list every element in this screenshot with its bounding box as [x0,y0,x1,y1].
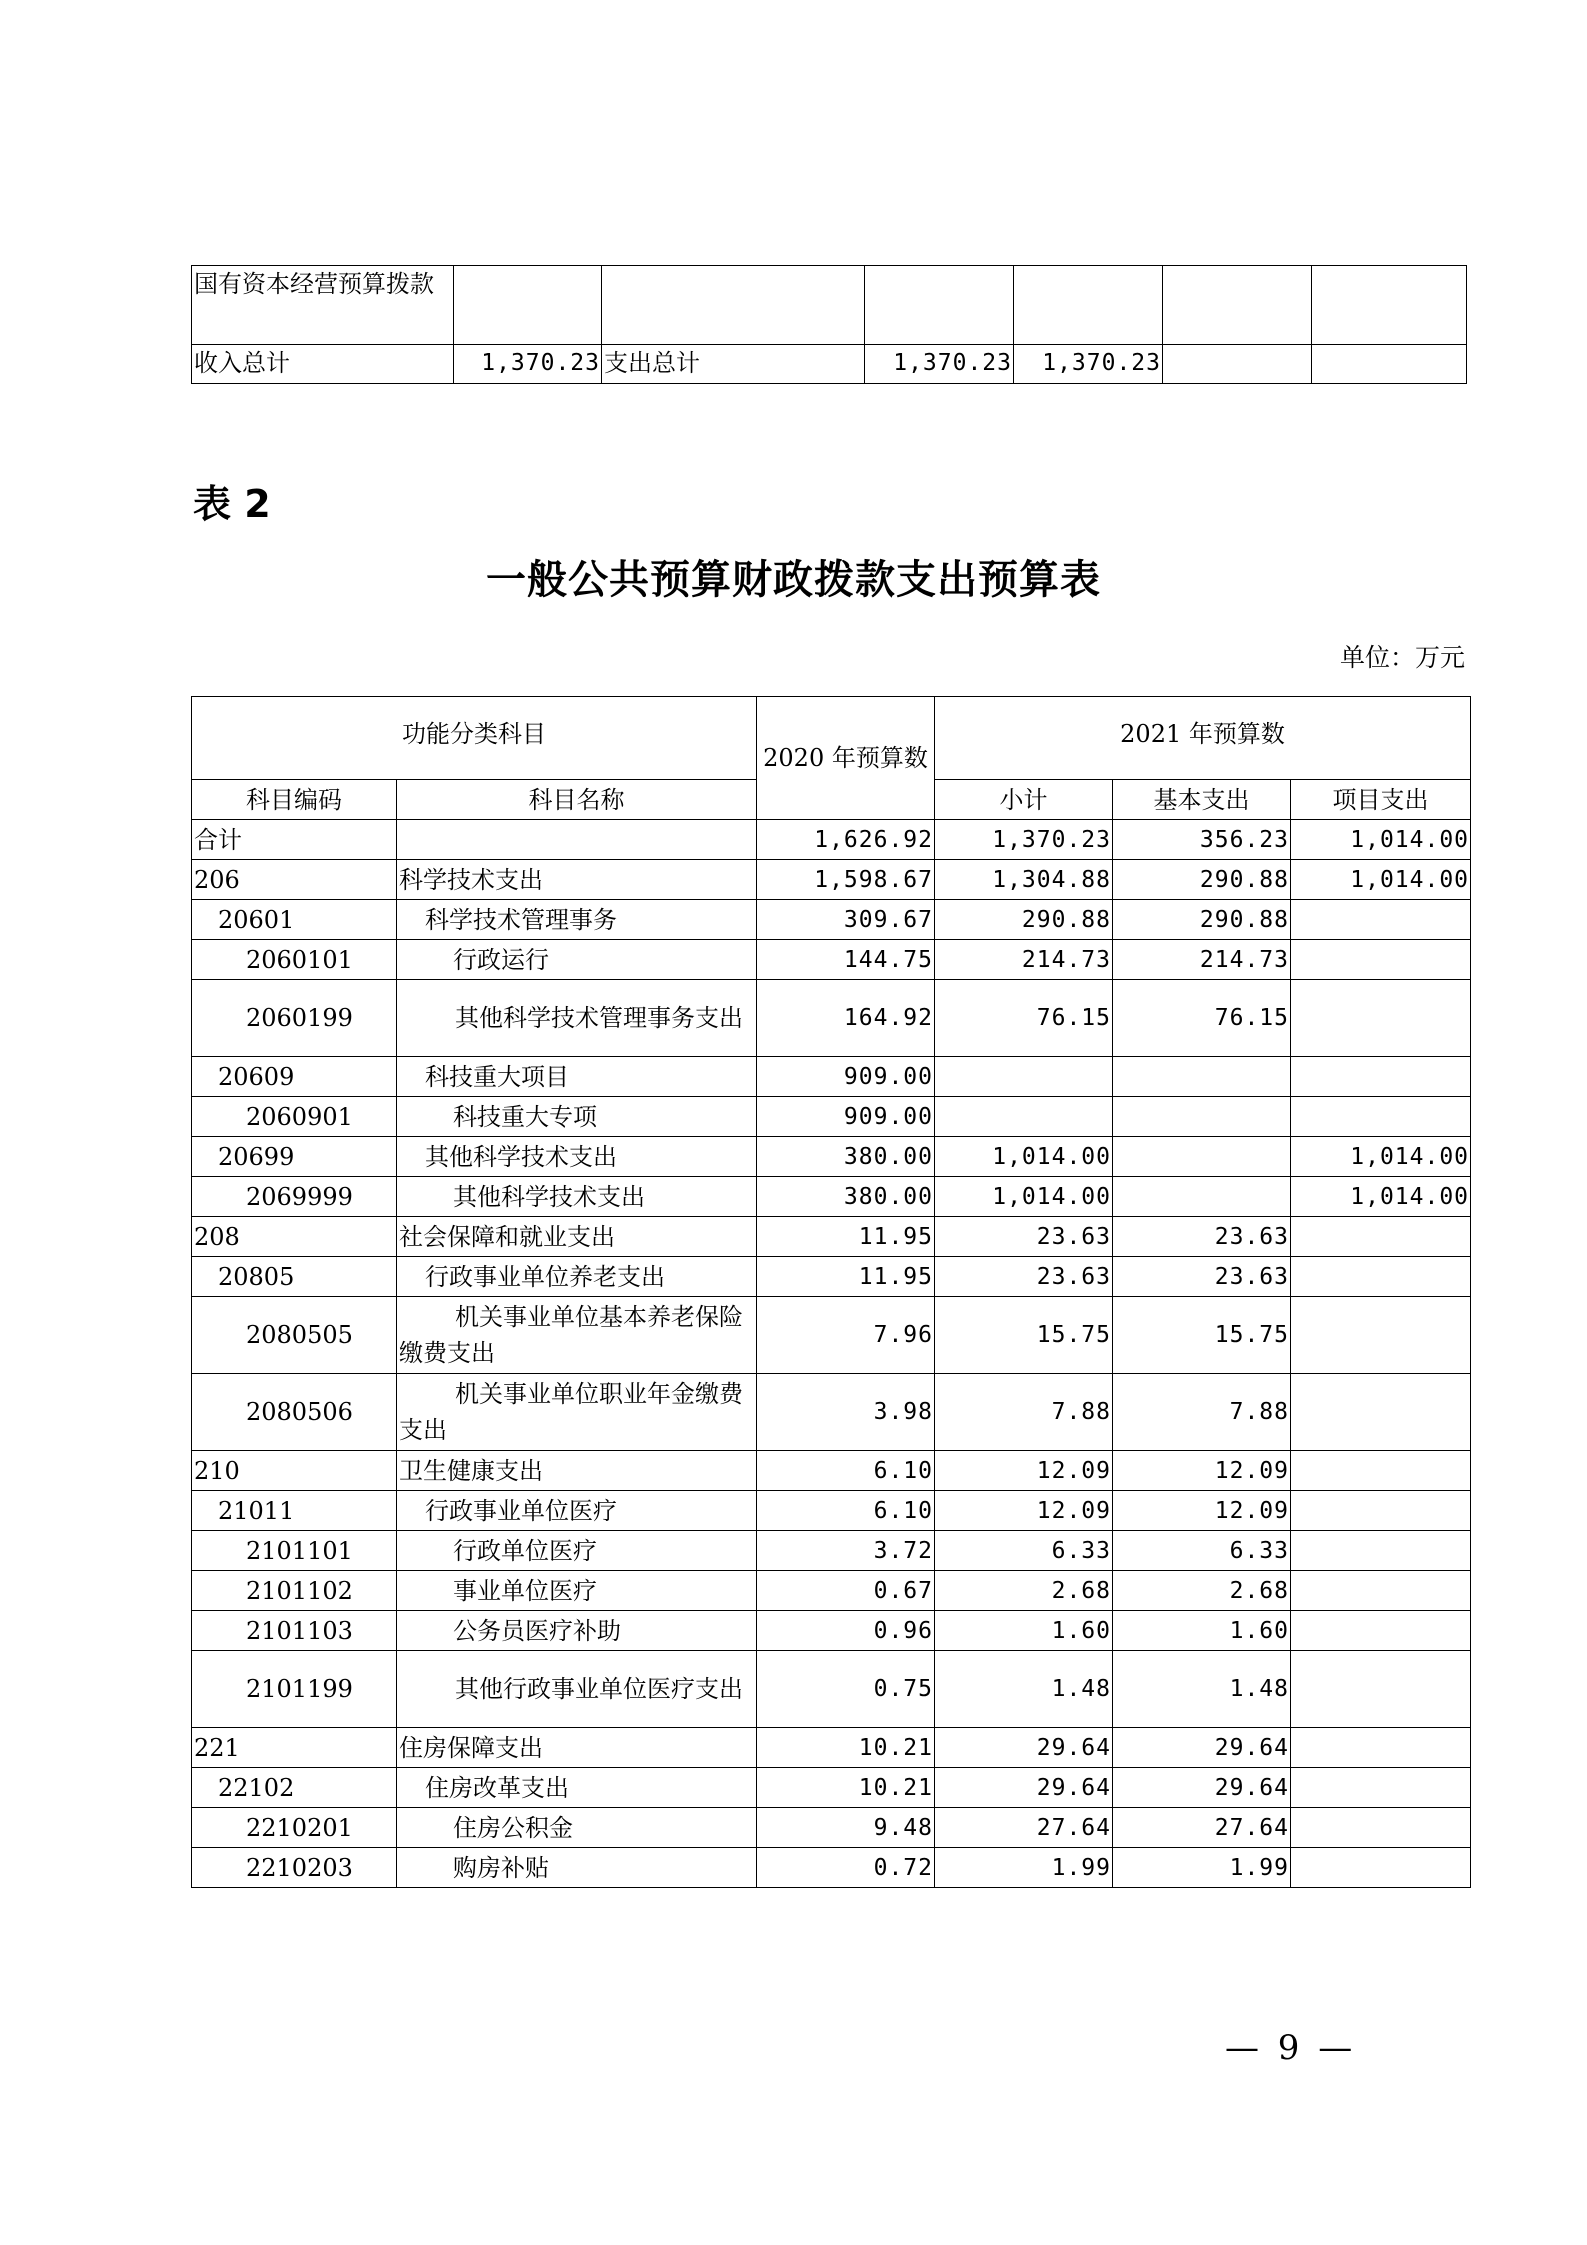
cell-subtotal [935,1097,1113,1137]
cell-subtotal: 7.88 [935,1374,1113,1451]
cell-y2020: 909.00 [757,1057,935,1097]
cell-subtotal: 1.48 [935,1651,1113,1728]
cell-y2020: 11.95 [757,1217,935,1257]
cell-y2020: 6.10 [757,1491,935,1531]
cell-code: 20609 [192,1057,397,1097]
cell-name: 其他科学技术支出 [397,1137,757,1177]
page-title: 一般公共预算财政拨款支出预算表 [486,557,1101,603]
cell-subtotal: 1.99 [935,1848,1113,1888]
cell-name: 行政单位医疗 [397,1531,757,1571]
cell-y2020: 10.21 [757,1768,935,1808]
page-number: — 9 — [1225,2028,1357,2068]
cell-basic: 7.88 [1113,1374,1291,1451]
table-row [192,1177,1471,1217]
cell-y2020: 7.96 [757,1297,935,1374]
cell-name: 其他科学技术支出 [397,1177,757,1217]
cell-project [1291,1374,1471,1451]
cell-project [1291,1097,1471,1137]
cell-name [397,820,757,860]
cell-subtotal: 29.64 [935,1728,1113,1768]
cell-code: 2060199 [192,980,397,1057]
cell-basic: 1.48 [1113,1651,1291,1728]
cell-basic: 290.88 [1113,860,1291,900]
cell-y2020: 1,598.67 [757,860,935,900]
cell-basic: 27.64 [1113,1808,1291,1848]
cell-y2020: 380.00 [757,1137,935,1177]
cell-income-total: 1,370.23 [454,345,602,384]
cell-project [1291,1808,1471,1848]
cell-code: 22102 [192,1768,397,1808]
cell-subtotal: 290.88 [935,900,1113,940]
cell-project [1291,1768,1471,1808]
cell-subtotal: 76.15 [935,980,1113,1057]
cell-subtotal: 2.68 [935,1571,1113,1611]
cell-name: 住房保障支出 [397,1728,757,1768]
cell-project [1291,1451,1471,1491]
cell-subtotal: 27.64 [935,1808,1113,1848]
cell-project: 1,014.00 [1291,1137,1471,1177]
cell-basic: 29.64 [1113,1768,1291,1808]
cell-basic: 356.23 [1113,820,1291,860]
table-row [192,1611,1471,1651]
cell-subtotal: 12.09 [935,1491,1113,1531]
cell-code: 2101103 [192,1611,397,1651]
cell-subtotal [935,1057,1113,1097]
cell-code: 206 [192,860,397,900]
table-row [192,1651,1471,1728]
table-row [192,1297,1471,1374]
cell-project [1291,1297,1471,1374]
table-row [192,1137,1471,1177]
table-row [192,1097,1471,1137]
cell-basic: 23.63 [1113,1217,1291,1257]
table-row [192,1451,1471,1491]
cell-basic: 214.73 [1113,940,1291,980]
cell-code: 20805 [192,1257,397,1297]
cell-subtotal: 6.33 [935,1531,1113,1571]
header-functional: 功能分类科目 [192,697,757,780]
cell-y2020: 0.67 [757,1571,935,1611]
cell-code: 2060101 [192,940,397,980]
cell-y2020: 1,626.92 [757,820,935,860]
cell-code: 210 [192,1451,397,1491]
cell-name: 机关事业单位基本养老保险缴费支出 [397,1297,757,1374]
cell-project [1291,1057,1471,1097]
cell-project [1291,1611,1471,1651]
cell-name: 事业单位医疗 [397,1571,757,1611]
cell-code: 2080506 [192,1374,397,1451]
cell-code: 2101101 [192,1531,397,1571]
cell-name: 行政运行 [397,940,757,980]
cell-y2020: 3.98 [757,1374,935,1451]
cell-code: 2101199 [192,1651,397,1728]
cell-y2020: 0.75 [757,1651,935,1728]
cell-name: 其他行政事业单位医疗支出 [397,1651,757,1728]
cell-exp-label: 支出总计 [602,345,865,384]
cell-code: 2101102 [192,1571,397,1611]
header-row [192,697,1471,780]
cell-code: 20699 [192,1137,397,1177]
cell-name: 机关事业单位职业年金缴费支出 [397,1374,757,1451]
table-row [192,1057,1471,1097]
cell-project: 1,014.00 [1291,860,1471,900]
header-project: 项目支出 [1291,780,1471,820]
cell-y2020: 3.72 [757,1531,935,1571]
table-1-continuation [191,265,1467,384]
budget-table [191,696,1471,1888]
table-row [192,860,1471,900]
cell-y2020: 6.10 [757,1451,935,1491]
header-subtotal: 小计 [935,780,1113,820]
cell-name: 住房改革支出 [397,1768,757,1808]
cell-code: 2069999 [192,1177,397,1217]
table-row [192,1848,1471,1888]
cell-subtotal: 1,304.88 [935,860,1113,900]
cell-code: 2210203 [192,1848,397,1888]
cell-y2020: 380.00 [757,1177,935,1217]
cell-y2020: 9.48 [757,1808,935,1848]
cell-value: 1,370.23 [865,345,1014,384]
cell-code: 208 [192,1217,397,1257]
cell-code: 合计 [192,820,397,860]
cell-name: 行政事业单位医疗 [397,1491,757,1531]
cell-y2020: 0.96 [757,1611,935,1651]
cell-name: 科技重大项目 [397,1057,757,1097]
cell-project [1291,1217,1471,1257]
cell-project [1291,1491,1471,1531]
cell-code: 21011 [192,1491,397,1531]
cell-project [1291,980,1471,1057]
cell-subtotal: 1,370.23 [935,820,1113,860]
cell-label: 收入总计 [192,345,454,384]
cell-subtotal: 23.63 [935,1257,1113,1297]
cell-name: 购房补贴 [397,1848,757,1888]
cell-name: 行政事业单位养老支出 [397,1257,757,1297]
header-name: 科目名称 [397,780,757,820]
table-row [192,1257,1471,1297]
cell-project [1291,1571,1471,1611]
cell-code: 221 [192,1728,397,1768]
cell-project [1291,1531,1471,1571]
cell-project [1291,1651,1471,1728]
cell-project [1291,940,1471,980]
table-row [192,940,1471,980]
cell-name: 科技重大专项 [397,1097,757,1137]
cell-project [1291,1728,1471,1768]
cell-y2020: 909.00 [757,1097,935,1137]
cell-basic [1113,1097,1291,1137]
cell-subtotal: 12.09 [935,1451,1113,1491]
table-row [192,1728,1471,1768]
cell-basic: 1.60 [1113,1611,1291,1651]
cell-basic [1113,1137,1291,1177]
cell-code: 2080505 [192,1297,397,1374]
cell-basic [1113,1177,1291,1217]
table-row [192,1491,1471,1531]
cell-basic: 2.68 [1113,1571,1291,1611]
cell-subtotal: 214.73 [935,940,1113,980]
cell-y2020: 0.72 [757,1848,935,1888]
cell-basic: 15.75 [1113,1297,1291,1374]
table-row [192,980,1471,1057]
cell-subtotal: 29.64 [935,1768,1113,1808]
cell-label: 国有资本经营预算拨款 [192,266,454,345]
cell-subtotal: 1.60 [935,1611,1113,1651]
table-row [192,345,1467,384]
cell-project: 1,014.00 [1291,820,1471,860]
cell-value: 1,370.23 [1014,345,1163,384]
table-row [192,900,1471,940]
table-row [192,266,1467,345]
table-body [192,820,1471,1888]
cell-basic: 29.64 [1113,1728,1291,1768]
cell-subtotal: 1,014.00 [935,1177,1113,1217]
header-basic: 基本支出 [1113,780,1291,820]
cell-basic [1113,1057,1291,1097]
table-row [192,1768,1471,1808]
table-row [192,1808,1471,1848]
table-row [192,1374,1471,1451]
cell-code: 20601 [192,900,397,940]
cell-subtotal: 23.63 [935,1217,1113,1257]
cell-project [1291,1848,1471,1888]
cell-project: 1,014.00 [1291,1177,1471,1217]
header-code: 科目编码 [192,780,397,820]
cell-y2020: 309.67 [757,900,935,940]
unit-label: 单位：万元 [1339,643,1465,672]
cell-name: 其他科学技术管理事务支出 [397,980,757,1057]
table-row [192,1531,1471,1571]
header-2020: 2020 年预算数 [757,697,935,820]
table-row [192,820,1471,860]
cell-basic: 76.15 [1113,980,1291,1057]
table-row [192,1571,1471,1611]
cell-y2020: 164.92 [757,980,935,1057]
cell-basic: 6.33 [1113,1531,1291,1571]
cell-project [1291,900,1471,940]
cell-code: 2210201 [192,1808,397,1848]
cell-basic: 1.99 [1113,1848,1291,1888]
cell-y2020: 144.75 [757,940,935,980]
cell-subtotal: 15.75 [935,1297,1113,1374]
cell-basic: 12.09 [1113,1451,1291,1491]
cell-name: 住房公积金 [397,1808,757,1848]
cell-name: 社会保障和就业支出 [397,1217,757,1257]
cell-y2020: 11.95 [757,1257,935,1297]
cell-name: 卫生健康支出 [397,1451,757,1491]
cell-name: 科学技术支出 [397,860,757,900]
cell-basic: 23.63 [1113,1257,1291,1297]
cell-basic: 290.88 [1113,900,1291,940]
cell-basic: 12.09 [1113,1491,1291,1531]
cell-y2020: 10.21 [757,1728,935,1768]
cell-subtotal: 1,014.00 [935,1137,1113,1177]
cell-code: 2060901 [192,1097,397,1137]
table-label: 表 2 [193,482,271,526]
table-row [192,1217,1471,1257]
cell-project [1291,1257,1471,1297]
cell-name: 公务员医疗补助 [397,1611,757,1651]
cell-name: 科学技术管理事务 [397,900,757,940]
header-2021: 2021 年预算数 [935,697,1471,780]
